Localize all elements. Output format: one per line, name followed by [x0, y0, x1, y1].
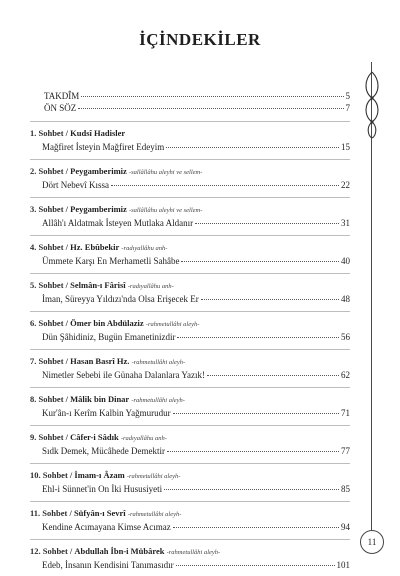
sohbet-number: 6. Sohbet / [30, 318, 69, 328]
entry-subtitle: Kur'ân-ı Kerîm Kalbin Yağmurudur [42, 408, 171, 418]
toc-entry-line [42, 407, 350, 419]
toc-entry[interactable] [30, 542, 350, 575]
toc-entry-heading [30, 241, 350, 255]
entry-divider [30, 235, 350, 236]
honorific: -radıyallâhu anh- [120, 435, 167, 442]
dot-leader [164, 489, 339, 490]
speaker-name: Selmân-ı Fârisî [70, 280, 126, 290]
speaker-name: Mâlik bin Dinar [70, 394, 130, 404]
speaker-name: Peygamberimiz [70, 166, 127, 176]
toc-entry-heading [30, 355, 350, 369]
toc-intro-takdim[interactable] [44, 90, 350, 102]
speaker-name: Süfyân-ı Sevrî [73, 508, 126, 518]
toc-page-number: 40 [341, 256, 350, 266]
toc-entry-line [42, 293, 350, 305]
honorific: -radıyallâhu anh- [127, 283, 174, 290]
table-of-contents [30, 90, 350, 575]
toc-page-number: 85 [341, 484, 350, 494]
dot-leader [181, 261, 339, 262]
entry-divider [30, 463, 350, 464]
toc-entry-line [42, 559, 350, 571]
dot-leader [111, 185, 339, 186]
toc-entry-heading [30, 317, 350, 331]
toc-entry[interactable] [30, 466, 350, 499]
entry-subtitle: Ümmete Karşı En Merhametli Sahâbe [42, 256, 180, 266]
speaker-name: Hz. Ebûbekir [70, 242, 120, 252]
entry-divider [30, 159, 350, 160]
entry-divider [30, 501, 350, 502]
honorific: -rahmetullâhi aleyh- [166, 549, 221, 556]
entry-subtitle: Mağfiret İsteyin Mağfiret Edeyim [42, 142, 165, 152]
sohbet-number: 1. Sohbet / [30, 128, 69, 138]
toc-entry[interactable] [30, 352, 350, 385]
toc-page-number: 94 [341, 522, 350, 532]
toc-page-number: 7 [345, 103, 350, 113]
entry-subtitle: Dört Nebevî Kıssa [42, 180, 109, 190]
honorific: -radıyallâhu anh- [121, 245, 168, 252]
dot-leader [173, 413, 339, 414]
dot-leader [177, 337, 339, 338]
toc-page-number: 62 [341, 370, 350, 380]
entry-subtitle: Ehl-i Sünnet'in On İki Hususiyeti [42, 484, 163, 494]
entry-subtitle: Nimetler Sebebi ile Günaha Dalanlara Yazık! [42, 370, 205, 380]
entry-divider [30, 425, 350, 426]
entry-divider [30, 349, 350, 350]
toc-page-number: 48 [341, 294, 350, 304]
toc-page-number: 71 [341, 408, 350, 418]
speaker-name: Abdullah İbn-i Mübârek [74, 546, 165, 556]
toc-entry[interactable] [30, 390, 350, 423]
entry-subtitle: Edeb, İnsanın Kendisini Tanımasıdır [42, 560, 174, 570]
toc-entry-line [42, 445, 350, 457]
toc-entry-heading [30, 127, 350, 141]
entry-divider [30, 539, 350, 540]
dot-leader [78, 108, 343, 109]
sohbet-number: 5. Sohbet / [30, 280, 69, 290]
toc-intro-label: ÖN SÖZ [44, 103, 77, 113]
honorific: -rahmetullâhi aleyh- [145, 321, 200, 328]
speaker-name: İmam-ı Âzam [74, 470, 125, 480]
toc-entry-line [42, 369, 350, 381]
entry-divider [30, 311, 350, 312]
flourish-ornament-icon [359, 70, 385, 140]
honorific: -rahmetullâhi aleyh- [131, 359, 186, 366]
entry-divider [30, 197, 350, 198]
sohbet-number: 9. Sohbet / [30, 432, 69, 442]
toc-entry[interactable] [30, 238, 350, 271]
sohbet-number: 7. Sohbet / [30, 356, 69, 366]
honorific: -rahmetullâhi aleyh- [131, 397, 185, 404]
toc-entry-line [42, 179, 350, 191]
sohbet-number: 12. Sohbet / [30, 546, 73, 556]
toc-entry[interactable] [30, 200, 350, 233]
entry-divider [30, 387, 350, 388]
entry-subtitle: Kendine Acımayana Kimse Acımaz [42, 522, 171, 532]
toc-intro-label: TAKDÎM [44, 91, 80, 101]
toc-entry[interactable] [30, 124, 350, 157]
toc-entry[interactable] [30, 504, 350, 537]
toc-entry-heading [30, 507, 350, 521]
dot-leader [195, 223, 339, 224]
toc-page-number: 31 [341, 218, 350, 228]
toc-page-number: 77 [341, 446, 350, 456]
toc-entry-line [42, 521, 350, 533]
honorific: -rahmetullâhi aleyh- [127, 511, 182, 518]
toc-page-number: 101 [336, 560, 350, 570]
toc-entry-line [42, 255, 350, 267]
dot-leader [176, 565, 335, 566]
speaker-name: Ömer bin Abdülaziz [70, 318, 144, 328]
speaker-name: Hasan Basrî Hz. [70, 356, 130, 366]
dot-leader [81, 96, 343, 97]
toc-entry-line [42, 331, 350, 343]
speaker-name: Peygamberimiz [70, 204, 127, 214]
toc-entry[interactable] [30, 162, 350, 195]
dot-leader [167, 451, 339, 452]
toc-entry[interactable] [30, 314, 350, 347]
toc-page-number: 5 [345, 91, 350, 101]
toc-entry-heading [30, 545, 350, 559]
honorific: -rahmetullâhi aleyh- [126, 473, 181, 480]
sohbet-number: 10. Sohbet / [30, 470, 73, 480]
entry-divider [30, 121, 350, 122]
toc-entry-heading [30, 469, 350, 483]
dot-leader [173, 527, 339, 528]
entry-subtitle: Dün Şâhidiniz, Bugün Emanetinizdir [42, 332, 176, 342]
toc-entry-heading [30, 431, 350, 445]
sohbet-number: 8. Sohbet / [30, 394, 69, 404]
speaker-name: Kudsî Hadisler [70, 128, 126, 138]
toc-page-number: 56 [341, 332, 350, 342]
toc-entry-heading [30, 279, 350, 293]
toc-intro-onsoz[interactable] [44, 102, 350, 114]
toc-entry-line [42, 483, 350, 495]
dot-leader [201, 299, 339, 300]
toc-entry[interactable] [30, 428, 350, 461]
toc-entries [30, 121, 350, 575]
entry-divider [30, 273, 350, 274]
sohbet-number: 2. Sohbet / [30, 166, 69, 176]
sohbet-number: 3. Sohbet / [30, 204, 69, 214]
entry-subtitle: Allâh'ı Aldatmak İsteyen Mutlaka Aldanır [42, 218, 194, 228]
honorific: -sallâllâhu aleyhi ve sellem- [128, 207, 203, 214]
toc-entry-line [42, 141, 350, 153]
entry-subtitle: Sıdk Demek, Mücâhede Demektir [42, 446, 165, 456]
toc-entry-heading [30, 203, 350, 217]
dot-leader [207, 375, 339, 376]
entry-subtitle: İman, Süreyya Yıldızı'nda Olsa Erişecek Er [42, 294, 199, 304]
sohbet-number: 4. Sohbet / [30, 242, 69, 252]
toc-page-number: 15 [341, 142, 350, 152]
toc-entry-line [42, 217, 350, 229]
page-number-badge: 11 [360, 530, 384, 554]
toc-page-number: 22 [341, 180, 350, 190]
toc-entry-heading [30, 165, 350, 179]
toc-entry[interactable] [30, 276, 350, 309]
page-title: İÇİNDEKİLER [139, 30, 261, 49]
honorific: -sallâllâhu aleyhi ve sellem- [128, 169, 203, 176]
toc-entry-heading [30, 393, 350, 407]
dot-leader [166, 147, 339, 148]
speaker-name: Câfer-i Sâdık [70, 432, 119, 442]
sohbet-number: 11. Sohbet / [30, 508, 72, 518]
